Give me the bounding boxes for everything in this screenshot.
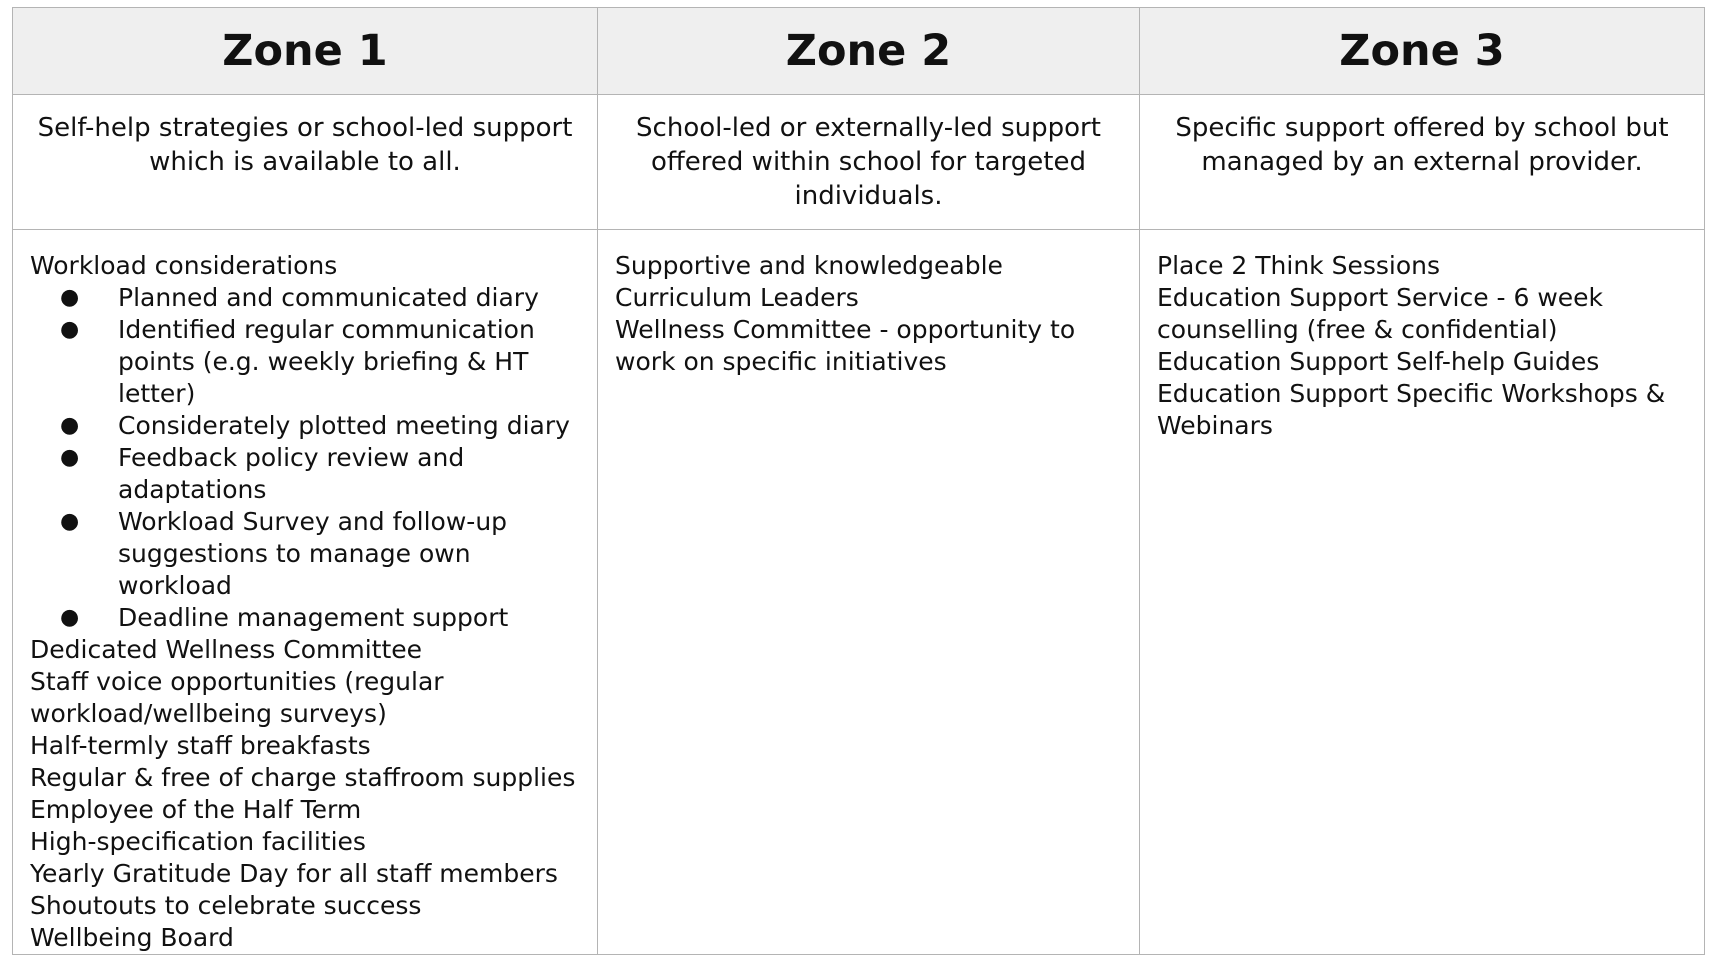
- bullet-item: [30, 442, 585, 506]
- zone-1-content: [13, 230, 598, 955]
- list-item: Education Support Self-help Guides: [1157, 347, 1600, 376]
- bullet-item: [30, 506, 585, 602]
- bullet-item: [30, 314, 585, 410]
- zone-2-title: Zone 2: [598, 8, 1140, 95]
- list-item: Education Support Service - 6 week counselling (free & confidential): [1157, 283, 1604, 344]
- zone-1-intro: Workload considerations: [30, 251, 338, 280]
- list-item: Dedicated Wellness Committee: [30, 635, 423, 664]
- bullet-icon: ●: [60, 317, 80, 342]
- bullet-icon: ●: [60, 605, 80, 630]
- bullet-icon: ●: [60, 413, 80, 438]
- list-item: Shoutouts to celebrate success: [30, 891, 422, 920]
- workload-bullet-list: [30, 282, 585, 634]
- list-item: Wellness Committee - opportunity to work on specific initiatives: [615, 315, 1076, 376]
- list-item: Yearly Gratitude Day for all staff members: [30, 859, 558, 888]
- list-item: Supportive and knowledgeable Curriculum Leaders: [615, 251, 1003, 312]
- bullet-text: Considerately plotted meeting diary: [118, 411, 570, 440]
- list-item: Place 2 Think Sessions: [1157, 251, 1441, 280]
- bullet-text: Deadline management support: [118, 603, 509, 632]
- bullet-text: Feedback policy review and adaptations: [118, 443, 465, 504]
- bullet-item: [30, 602, 585, 634]
- list-item: Half-termly staff breakfasts: [30, 731, 371, 760]
- bullet-icon: ●: [60, 285, 80, 310]
- list-item: Wellbeing Board: [30, 923, 234, 952]
- header-row: [13, 8, 1705, 95]
- bullet-icon: ●: [60, 445, 80, 470]
- list-item: Education Support Specific Workshops & Webinars: [1157, 379, 1666, 440]
- bullet-icon: ●: [60, 509, 80, 534]
- zone-3-title: Zone 3: [1140, 8, 1705, 95]
- bullet-text: Workload Survey and follow-up suggestions to manage own workload: [118, 507, 508, 600]
- list-item: High-specification facilities: [30, 827, 366, 856]
- list-item: Staff voice opportunities (regular workload/wellbeing surveys): [30, 667, 444, 728]
- bullet-item: [30, 410, 585, 442]
- zone-3-content: [1140, 230, 1705, 955]
- list-item: Employee of the Half Term: [30, 795, 362, 824]
- content-row: [13, 230, 1705, 955]
- zone-3-description: Specific support offered by school but managed by an external provider.: [1140, 95, 1705, 230]
- bullet-text: Planned and communicated diary: [118, 283, 539, 312]
- zone-1-title: Zone 1: [13, 8, 598, 95]
- zones-table: [12, 7, 1705, 955]
- zone-1-description: Self-help strategies or school-led support which is available to all.: [13, 95, 598, 230]
- zone-2-content: [598, 230, 1140, 955]
- bullet-item: [30, 282, 585, 314]
- zone-2-description: School-led or externally-led support offered within school for targeted individuals.: [598, 95, 1140, 230]
- list-item: Regular & free of charge staffroom supplies: [30, 763, 576, 792]
- description-row: [13, 95, 1705, 230]
- bullet-text: Identified regular communication points (e.g. weekly briefing & HT letter): [118, 315, 535, 408]
